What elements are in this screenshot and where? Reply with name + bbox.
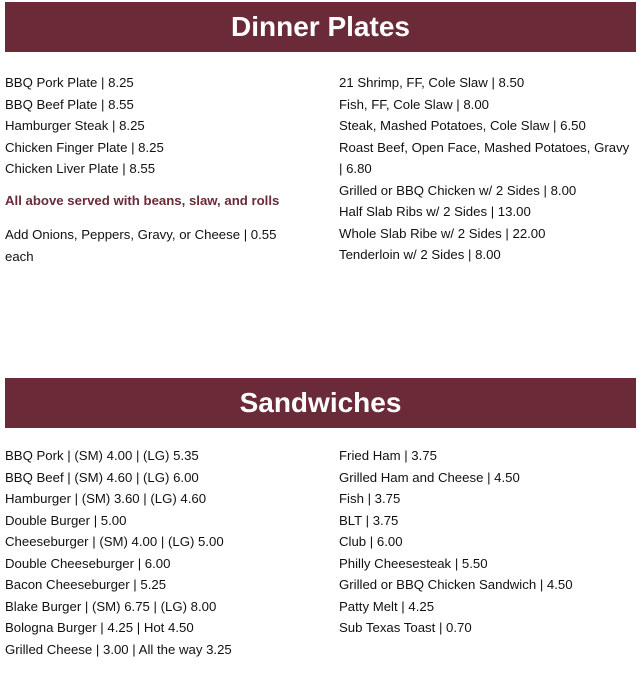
menu-item: BBQ Pork Plate | 8.25 (5, 75, 134, 90)
sandwiches-left-column (5, 445, 305, 660)
menu-item: Sub Texas Toast | 0.70 (339, 620, 472, 635)
menu-item: Blake Burger | (SM) 6.75 | (LG) 8.00 (5, 598, 217, 614)
addon-item: Add Onions, Peppers, Gravy, or Cheese | 0.55 each (5, 227, 277, 264)
menu-item: Fried Ham | 3.75 (339, 448, 437, 463)
menu-item: Hamburger | (SM) 3.60 | (LG) 4.60 (5, 491, 207, 506)
menu-item: Fish, FF, Cole Slaw | 8.00 (339, 96, 490, 112)
menu-item: Bacon Cheeseburger | 5.25 (5, 577, 167, 592)
menu-item: 21 Shrimp, FF, Cole Slaw | 8.50 (339, 75, 525, 90)
menu-item: Grilled Ham and Cheese | 4.50 (339, 469, 520, 485)
menu-item: Fish | 3.75 (339, 491, 401, 506)
menu-item: Philly Cheesesteak | 5.50 (339, 555, 488, 571)
menu-item: BBQ Pork | (SM) 4.00 | (LG) 5.35 (5, 448, 199, 463)
dinner-plates-header (5, 2, 636, 52)
dinner-right-column (339, 72, 636, 266)
menu-item: Whole Slab Ribe w/ 2 Sides | 22.00 (339, 225, 546, 241)
sandwiches-right-column (339, 445, 636, 639)
menu-item: Club | 6.00 (339, 534, 403, 549)
dinner-left-column (5, 72, 305, 267)
menu-item: Patty Melt | 4.25 (339, 598, 435, 614)
menu-item: Hamburger Steak | 8.25 (5, 118, 145, 133)
menu-item: Tenderloin w/ 2 Sides | 8.00 (339, 247, 501, 262)
menu-item: Double Cheeseburger | 6.00 (5, 555, 171, 571)
menu-item: Grilled or BBQ Chicken w/ 2 Sides | 8.00 (339, 182, 577, 198)
menu-item: Bologna Burger | 4.25 | Hot 4.50 (5, 620, 194, 635)
menu-item: Steak, Mashed Potatoes, Cole Slaw | 6.50 (339, 118, 586, 133)
menu-item: Chicken Finger Plate | 8.25 (5, 139, 164, 155)
menu-item: Roast Beef, Open Face, Mashed Potatoes, Gravy | 6.80 (339, 139, 630, 176)
sandwiches-header (5, 378, 636, 428)
dinner-plates-title: Dinner Plates (231, 11, 410, 42)
menu-item: Grilled Cheese | 3.00 | All the way 3.25 (5, 641, 232, 657)
served-with-note: All above served with beans, slaw, and rolls (5, 192, 280, 208)
menu-item: Chicken Liver Plate | 8.55 (5, 161, 156, 176)
menu-item: BBQ Beef | (SM) 4.60 | (LG) 6.00 (5, 469, 199, 485)
menu-item: Grilled or BBQ Chicken Sandwich | 4.50 (339, 577, 573, 592)
menu-item: Double Burger | 5.00 (5, 512, 127, 528)
menu-item: BLT | 3.75 (339, 512, 399, 528)
menu-item: BBQ Beef Plate | 8.55 (5, 96, 134, 112)
sandwiches-title: Sandwiches (239, 387, 402, 418)
menu-item: Half Slab Ribs w/ 2 Sides | 13.00 (339, 204, 531, 219)
menu-item: Cheeseburger | (SM) 4.00 | (LG) 5.00 (5, 534, 224, 549)
